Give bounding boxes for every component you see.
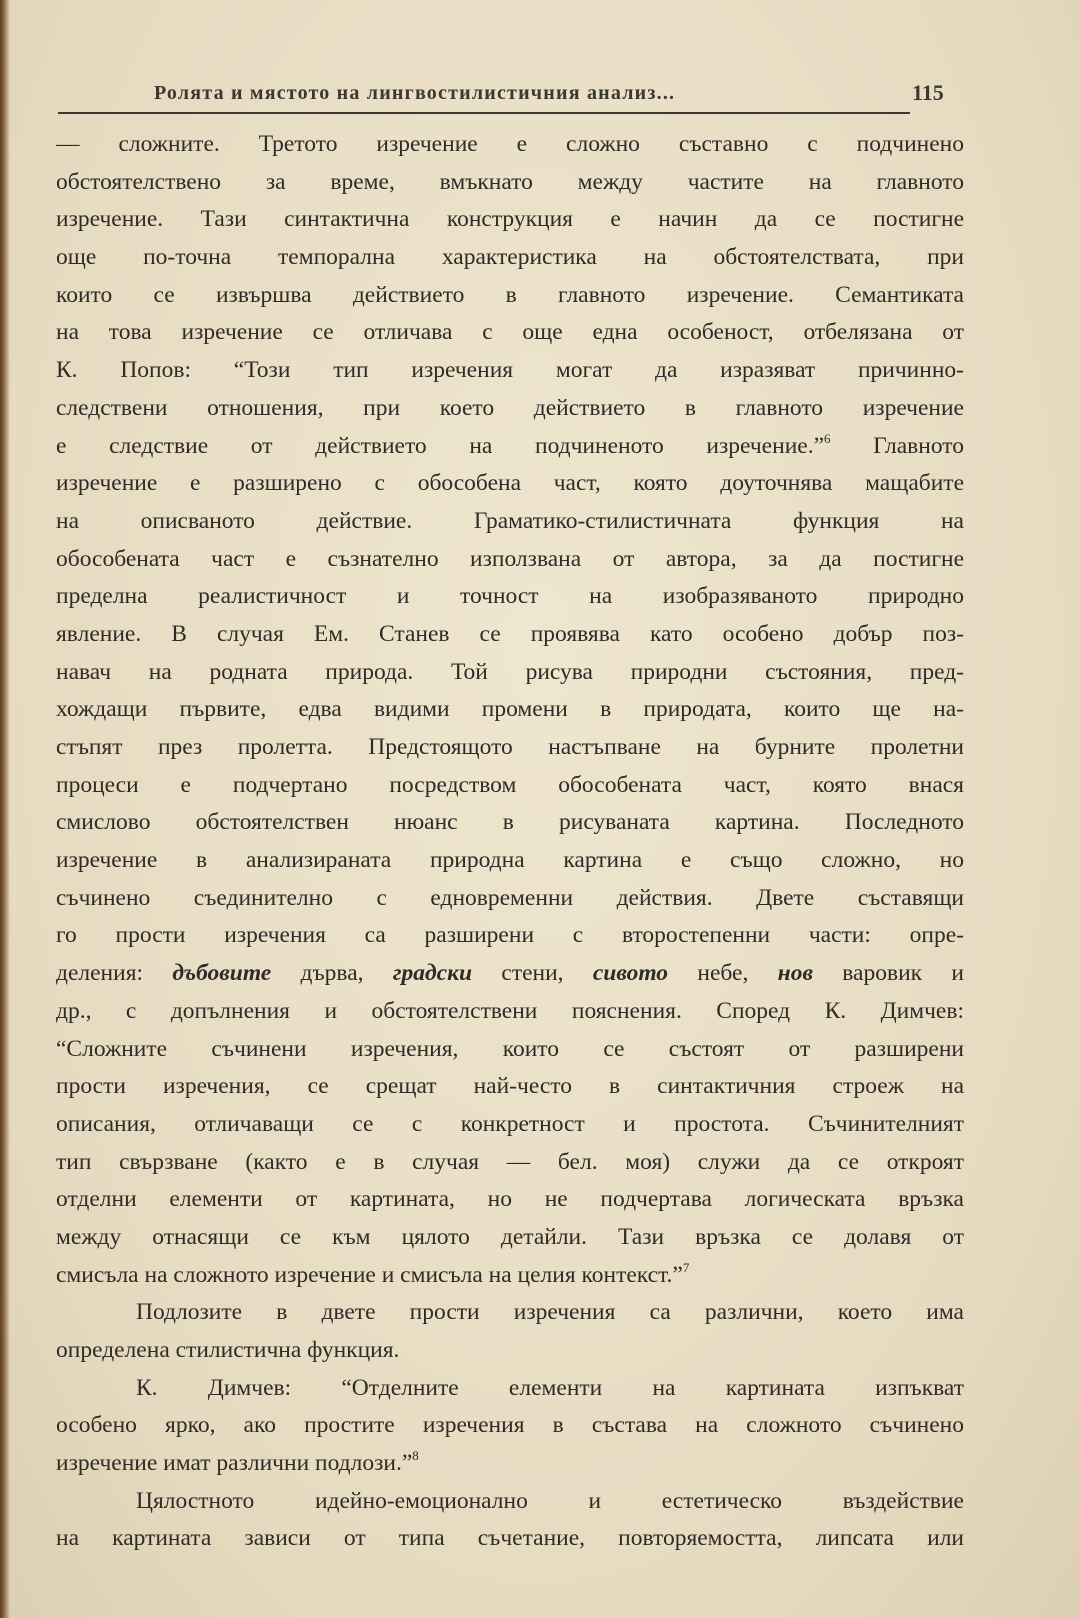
text-line: които се извършва действието в главното изречение. Семантиката [56, 281, 964, 308]
text-line: процеси е подчертано посредством обособената част, която внася [56, 771, 964, 798]
text-line: определена стилистична функция. [56, 1337, 400, 1363]
header-rule [58, 112, 910, 114]
text-line: “Сложните съчинени изречения, които се състоят от разширени [56, 1035, 964, 1062]
text-line: на картината зависи от типа съчетание, повторяемостта, липсата или [56, 1525, 964, 1552]
page-number: 115 [912, 80, 944, 105]
text-line: описания, отличаващи се с конкретност и простота. Съчинителният [56, 1110, 964, 1137]
text-line: е следствие от действието на подчиненото изречение.”$^6$ Главното [56, 430, 964, 459]
running-header [58, 78, 958, 114]
text-line-with-emphasis: деления: дъбовите дърва, градски стени, сивото небе, нов варовик и [56, 960, 964, 987]
text-line: на описваното действие. Граматико-стилистичната функция на [56, 507, 964, 534]
emphasis-word: сивото [592, 960, 669, 987]
text-line: смислово обстоятелствен нюанс в рисуваната картина. Последното [56, 809, 964, 836]
text-line: навач на родната природа. Той рисува природни състояния, пред- [56, 658, 964, 685]
footnote-marker: 6 [824, 430, 831, 446]
footnote-marker: 8 [412, 1448, 419, 1464]
text-line: др., с допълнения и обстоятелствени пояснения. Според К. Димчев: [56, 997, 964, 1024]
text-line: обстоятелствено за време, вмъкнато между частите на главното [56, 168, 964, 195]
text-line: изречение имат различни подлози.”$^8$ [56, 1448, 419, 1477]
text-line: прости изречения, се срещат най-често в синтактичния строеж на [56, 1073, 964, 1100]
text-line: тип свързване (както е в случая — бел. моя) служи да се откроят [56, 1148, 964, 1175]
text-line: съчинено съединително с едновременни действия. Двете съставящи [56, 884, 964, 911]
text-line: отделни елементи от картината, но не подчертава логическата връзка [56, 1186, 964, 1213]
text-line: между отнасящи се към цялото детайли. Тази връзка се долавя от [56, 1223, 964, 1250]
emphasis-word: градски [392, 960, 473, 987]
text-line: следствени отношения, при което действието в главното изречение [56, 394, 964, 421]
emphasis-word: нов [777, 960, 813, 987]
text-line: стъпят през пролетта. Предстоящото настъпване на бурните пролетни [56, 734, 964, 760]
text-line: смисъла на сложното изречение и смисъла на целия контекст.”$^7$ [56, 1259, 690, 1288]
emphasis-word: дъбовите [172, 960, 272, 987]
text-line: изречение. Тази синтактична конструкция е начин да се постигне [56, 206, 964, 233]
text-line: — сложните. Третото изречение е сложно съставно с подчинено [56, 131, 964, 157]
paragraph-start-line: Подлозите в двете прости изречения са различни, което има [136, 1299, 964, 1326]
text-line: още по-точна темпорална характеристика на обстоятелствата, при [56, 244, 964, 271]
paragraph-start-line: К. Димчев: “Отделните елементи на картината изпъкват [136, 1374, 964, 1401]
text-line: явление. В случая Ем. Станев се проявява като особено добър поз- [56, 620, 964, 647]
text-line: на това изречение се отличава с още една особеност, отбелязана от [56, 319, 964, 346]
body-text [56, 126, 964, 1558]
running-title: Ролята и мястото на лингвостилистичния анализ... [154, 82, 676, 104]
paragraph-start-line: Цялостното идейно-емоционално и естетическо въздействие [136, 1487, 964, 1514]
text-line: К. Попов: “Този тип изречения могат да изразяват причинно- [56, 357, 964, 384]
text-line: изречение е разширено с обособена част, която доуточнява мащабите [56, 470, 964, 497]
text-line: го прости изречения са разширени с второстепенни части: опре- [56, 922, 964, 949]
text-line: хождащи първите, едва видими промени в природата, които ще на- [56, 696, 964, 723]
binding-edge [0, 0, 10, 1618]
text-line: пределна реалистичност и точност на изобразяваното природно [56, 583, 964, 610]
footnote-marker: 7 [682, 1259, 690, 1275]
text-line: изречение в анализираната природна картина е също сложно, но [56, 847, 964, 874]
text-line: особено ярко, ако простите изречения в състава на сложното съчинено [56, 1412, 964, 1439]
text-line: обособената част е съзнателно използвана от автора, за да постигне [56, 545, 964, 572]
